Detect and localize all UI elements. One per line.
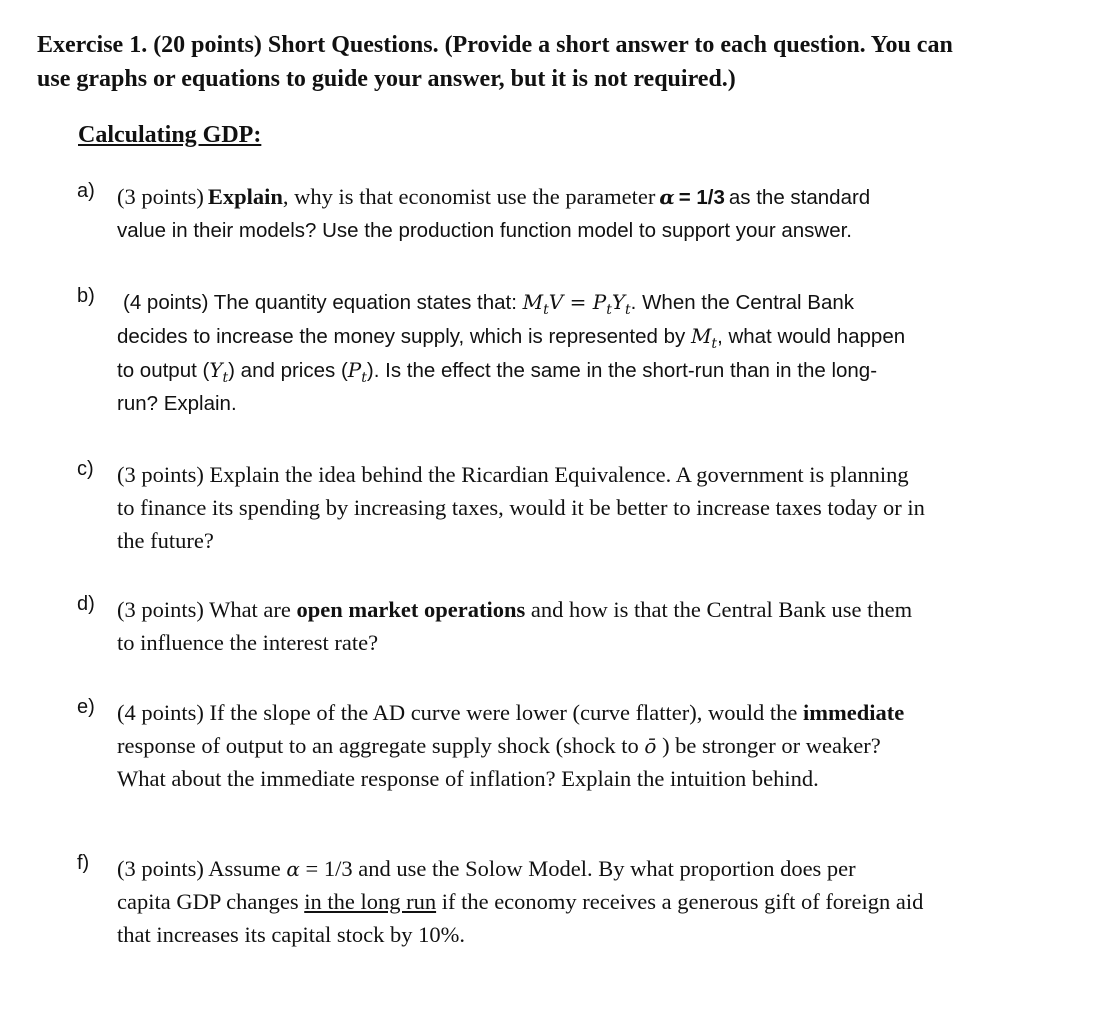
o-bar-symbol: ō	[644, 734, 657, 758]
question-b-line-2b: , what would happen	[717, 325, 906, 348]
question-e-text-1: (4 points) If the slope of the AD curve were lower (curve flatter), would the	[117, 700, 798, 725]
question-c-line-2: to finance its spending by increasing taxes, would it be better to increase taxes today or in	[117, 495, 925, 520]
title-line-1: Exercise 1. (20 points) Short Questions. (Provide a short answer to each question. You can	[37, 32, 953, 58]
exercise-title	[37, 28, 1067, 96]
question-b-line-3c: ). Is the effect the same in the short-run than in the long-	[366, 359, 878, 382]
price-symbol: $P_t$	[347, 358, 367, 386]
question-c-line-3: the future?	[117, 528, 214, 553]
money-supply-symbol: $M_t$	[690, 324, 718, 352]
section-heading: Calculating GDP:	[78, 122, 262, 148]
question-a-label: a)	[77, 180, 95, 202]
question-f-line-3a: that increases its capital stock by	[117, 922, 413, 947]
output-symbol: $Y_t$	[209, 358, 229, 386]
question-f-period: .	[459, 922, 466, 947]
alpha-symbol: α	[659, 185, 675, 209]
question-b-label: b)	[77, 285, 95, 307]
question-a-points: (3 points)	[117, 184, 204, 209]
question-a-explain: Explain	[207, 184, 283, 209]
question-c-line-1: (3 points) Explain the idea behind the Ricardian Equivalence. A government is planning	[117, 462, 909, 487]
question-b-line-3b: ) and prices (	[228, 359, 348, 382]
question-f-text-1: (3 points) Assume	[117, 856, 281, 881]
alpha-symbol-f: α	[286, 857, 300, 881]
question-d-text-1: (3 points) What are	[117, 597, 291, 622]
question-e-label: e)	[77, 696, 95, 718]
question-a-text-2: as the standard	[728, 186, 871, 209]
question-a-text-1: , why is that economist use the parameter	[282, 184, 656, 209]
question-f-line-2b: if the economy receives a generous gift of foreign aid	[441, 889, 924, 914]
question-f-label: f)	[77, 852, 90, 874]
question-d-text-2: and how is that the Central Bank use them	[530, 597, 913, 622]
quantity-equation: $M_tV = P_tY_t$	[522, 290, 631, 318]
question-f-text-2: and use the Solow Model. By what proportion does per	[358, 856, 856, 881]
alpha-value: = 1/3	[678, 186, 725, 209]
question-e-line-3: What about the immediate response of inflation? Explain the intuition behind.	[117, 766, 819, 791]
ten-percent: 10%	[418, 922, 460, 947]
question-e-line-2b: ) be stronger or weaker?	[662, 733, 881, 758]
open-market-operations: open market operations	[296, 597, 526, 622]
immediate-bold: immediate	[803, 700, 905, 725]
question-f-line-2a: capita GDP changes	[117, 889, 299, 914]
question-e-line-2a: response of output to an aggregate supply shock (shock to	[117, 733, 639, 758]
in-the-long-run: in the long run	[304, 889, 437, 914]
question-d-label: d)	[77, 593, 95, 615]
title-line-2: use graphs or equations to guide your answer, but it is not required.)	[37, 66, 736, 92]
question-b-line-3a: to output (	[117, 359, 210, 382]
question-b-line-4: run? Explain.	[117, 392, 237, 415]
question-c-label: c)	[77, 458, 94, 480]
question-d-line-2: to influence the interest rate?	[117, 630, 379, 655]
question-b-text-1: The quantity equation states that:	[213, 291, 517, 314]
question-a-line-2: value in their models? Use the production function model to support your answer.	[117, 219, 852, 242]
question-b-line-2a: decides to increase the money supply, which is represented by	[117, 325, 686, 348]
question-b-text-2: . When the Central Bank	[630, 291, 855, 314]
question-b-points: (4 points)	[123, 291, 209, 314]
alpha-value-f: = 1/3	[305, 856, 353, 881]
